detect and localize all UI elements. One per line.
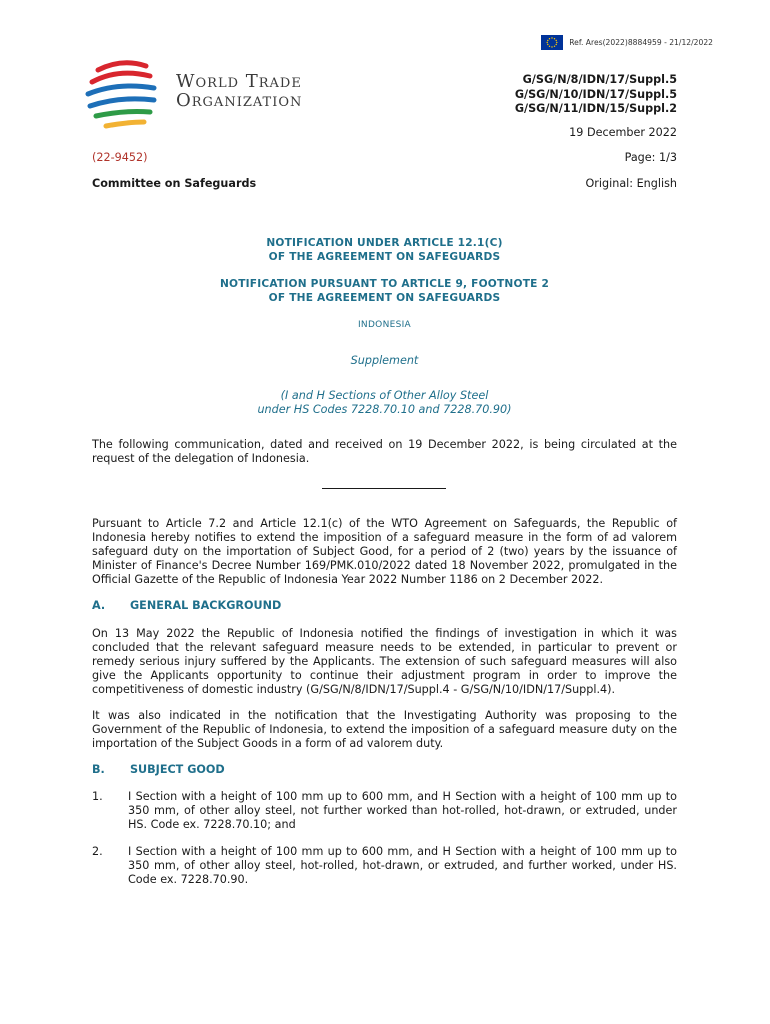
wto-emblem-icon xyxy=(84,56,164,132)
symbol-line: G/SG/N/8/IDN/17/Suppl.5 xyxy=(522,73,677,86)
section-a-letter: A. xyxy=(92,599,106,612)
wto-logo xyxy=(84,56,384,132)
supplement-label: Supplement xyxy=(350,354,419,367)
section-a-title: GENERAL BACKGROUND xyxy=(130,599,282,612)
separator-rule xyxy=(322,488,446,489)
title-2 xyxy=(92,277,677,305)
symbol-line: G/SG/N/11/IDN/15/Suppl.2 xyxy=(514,102,677,116)
ares-reference xyxy=(541,35,713,50)
document-symbols xyxy=(515,73,677,117)
title-1-line-2: OF THE AGREEMENT ON SAFEGUARDS xyxy=(268,251,501,263)
title-2-line-2: OF THE AGREEMENT ON SAFEGUARDS xyxy=(268,292,501,304)
page-number: Page: 1/3 xyxy=(624,151,677,164)
subject-title xyxy=(92,389,677,417)
subject-line-2: under HS Codes 7228.70.10 and 7228.70.90) xyxy=(257,403,512,416)
symbol-line: G/SG/N/10/IDN/17/Suppl.5 xyxy=(514,87,677,101)
section-a-paragraph-2: It was also indicated in the notification that the Investigating Authority was proposing to the Government of the Republic of Indonesia, to extend the imposition of a safeguard measure duty on the importation of the Subject Goods in a form of ad valorem duty. xyxy=(92,709,677,750)
logo-line-2: Organization xyxy=(176,90,303,111)
title-1 xyxy=(92,236,677,264)
wto-wordmark xyxy=(176,72,302,110)
logo-line-1: World Trade xyxy=(176,71,302,92)
item-2-number: 2. xyxy=(92,845,103,858)
title-2-line-1: NOTIFICATION PURSUANT TO ARTICLE 9, FOOTNOTE 2 xyxy=(219,278,550,290)
subject-line-1: (I and H Sections of Other Alloy Steel xyxy=(280,389,489,402)
section-b-title: SUBJECT GOOD xyxy=(130,763,225,776)
ref-text: Ref. Ares(2022)8884959 - 21/12/2022 xyxy=(569,38,713,47)
item-2-text: I Section with a height of 100 mm up to 600 mm, and H Section with a height of 100 mm up to 350 mm, of other alloy steel, hot-rolled, hot-drawn, or extruded, and further worked, under HS. Code ex. 7228.70.90. xyxy=(128,845,677,886)
paragraph-1: Pursuant to Article 7.2 and Article 12.1(c) of the WTO Agreement on Safeguards, the Republic of Indonesia hereby notifies to extend the imposition of a safeguard measure in the form of ad valorem safeguard duty on the importation of Subject Good, for a period of 2 (two) years by the issuance of Minister of Finance's Decree Number 169/PMK.010/2022 dated 18 November 2022, promulgated in the Official Gazette of the Republic of Indonesia Year 2022 Number 1186 on 2 December 2022. xyxy=(92,517,677,586)
document-date: 19 December 2022 xyxy=(569,126,677,139)
committee-name: Committee on Safeguards xyxy=(92,177,257,190)
title-1-line-1: NOTIFICATION UNDER ARTICLE 12.1(C) xyxy=(266,237,503,249)
item-1-text: I Section with a height of 100 mm up to 600 mm, and H Section with a height of 100 mm up to 350 mm, of other alloy steel, not further worked than hot-rolled, hot-drawn, or extruded, under HS. Code ex. 7228.70.10; and xyxy=(128,790,677,831)
section-a-paragraph-1: On 13 May 2022 the Republic of Indonesia notified the findings of investigation in which it was concluded that the relevant safeguard measure needs to be extended, in particular to prevent or remedy serious injury suffered by the Applicants. The extension of such safeguard measures will also give the Applicants opportunity to continue their adjustment program in order to improve the competitiveness of domestic industry (G/SG/N/8/IDN/17/Suppl.4 - G/SG/N/10/IDN/17/Suppl.4). xyxy=(92,627,677,696)
eu-flag-icon xyxy=(541,35,563,50)
country-name xyxy=(92,320,677,330)
job-number: (22-9452) xyxy=(92,151,148,164)
original-language: Original: English xyxy=(585,177,677,190)
country-text: INDONESIA xyxy=(357,320,412,330)
intro-paragraph: The following communication, dated and received on 19 December 2022, is being circulated at the request of the delegation of Indonesia. xyxy=(92,438,677,465)
section-b-letter: B. xyxy=(92,763,105,776)
item-1-number: 1. xyxy=(92,790,103,803)
